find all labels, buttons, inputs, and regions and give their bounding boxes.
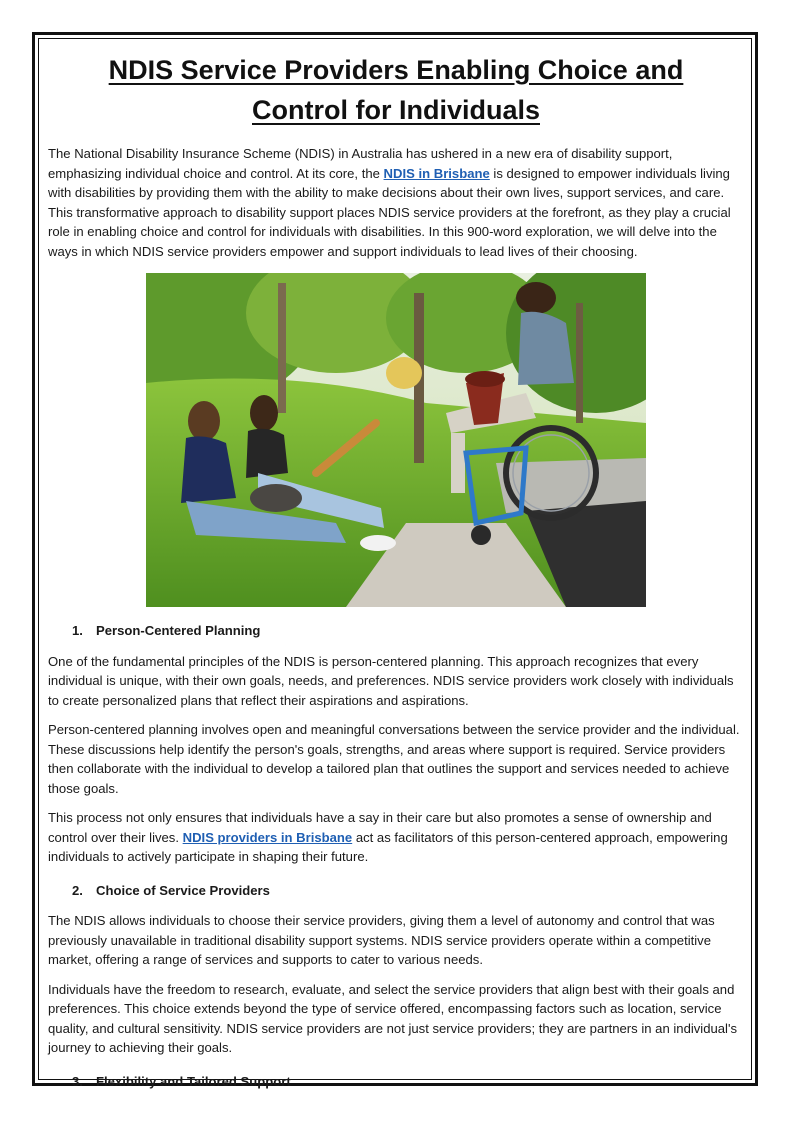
document-body <box>48 48 744 1091</box>
section-3-title: Flexibility and Tailored Support <box>96 1073 291 1089</box>
section-1-paragraph-3 <box>48 808 744 867</box>
section-1-paragraph-2: Person-centered planning involves open and meaningful conversations between the service provider and the individual. These discussions help identify the person's goals, strengths, and areas where support is required. Service providers then collaborate with the individual to develop a tailored plan that outlines the support and services needed to achieve those goals. <box>48 722 740 796</box>
section-2-title: Choice of Service Providers <box>96 882 270 898</box>
section-3-number: 3. <box>72 1073 83 1089</box>
section-2-heading <box>48 881 744 901</box>
person-leg <box>451 433 465 493</box>
intro-text-after: is designed to empower individuals living with disabilities by providing them with the ability to make decisions about their own lives, support services, and care. This transformative approach to disability support places NDIS service providers at the forefront, as they play a crucial role in enabling choice and control for individuals with disabilities. In this 900-word exploration, we will delve into the ways in which NDIS service providers empower and support individuals to lead lives of their choosing. <box>48 165 731 259</box>
hero-photo <box>146 273 646 607</box>
yellow-sculpture <box>386 357 422 389</box>
person-hair <box>516 282 556 314</box>
section-1-heading <box>48 621 744 641</box>
page-title: NDIS Service Providers Enabling Choice and Control for Individuals <box>108 55 684 125</box>
ndis-providers-in-brisbane-link[interactable]: NDIS providers in Brisbane <box>182 829 353 845</box>
person-shirt <box>246 429 288 478</box>
section-3-heading <box>48 1072 744 1092</box>
person-hair <box>250 395 278 431</box>
djembe-top <box>465 371 505 387</box>
section-1-number: 1. <box>72 623 83 638</box>
section-1-title: Person-Centered Planning <box>96 623 261 638</box>
section-2-paragraph-1: The NDIS allows individuals to choose their service providers, giving them a level of autonomy and control that was previously unavailable in traditional disability support systems. NDIS service providers operate within a competitive market, offering a range of services and supports to cater to various needs. <box>48 913 715 967</box>
section-2-number: 2. <box>72 882 83 898</box>
ndis-in-brisbane-link[interactable]: NDIS in Brisbane <box>383 165 490 181</box>
tree-trunk <box>576 303 583 423</box>
person-hair <box>188 401 220 441</box>
section-1-p3-after: act as facilitators of this person-centered approach, empowering individuals to actively participate in shaping their future. <box>48 829 728 864</box>
sneaker <box>360 535 396 551</box>
section-2-paragraph-2: Individuals have the freedom to research, evaluate, and select the service providers that align best with their goals and preferences. This choice extends beyond the type of service offered, encompassing factors such as location, service quality, and cultural sensitivity. NDIS service providers are not just service providers; they are partners in an individual's journey to achieving their goals. <box>48 981 738 1055</box>
intro-paragraph <box>48 144 744 261</box>
handpan-drum <box>250 484 302 512</box>
wheelchair-caster <box>471 525 491 545</box>
section-1-paragraph-1: One of the fundamental principles of the NDIS is person-centered planning. This approach recognizes that every individual is unique, with their own goals, needs, and preferences. NDIS service providers work closely with individuals to create personalized plans that reflect their aspirations and aspirations. <box>48 653 734 708</box>
park-scene-illustration <box>146 273 646 607</box>
section-1-p3-before: This process not only ensures that individuals have a say in their care but also promotes a sense of ownership and control over their lives. <box>48 810 712 845</box>
tree-trunk <box>278 283 286 413</box>
intro-text-before: The National Disability Insurance Scheme (NDIS) in Australia has ushered in a new era of disability support, emphasizing individual choice and control. At its core, the <box>48 146 673 181</box>
